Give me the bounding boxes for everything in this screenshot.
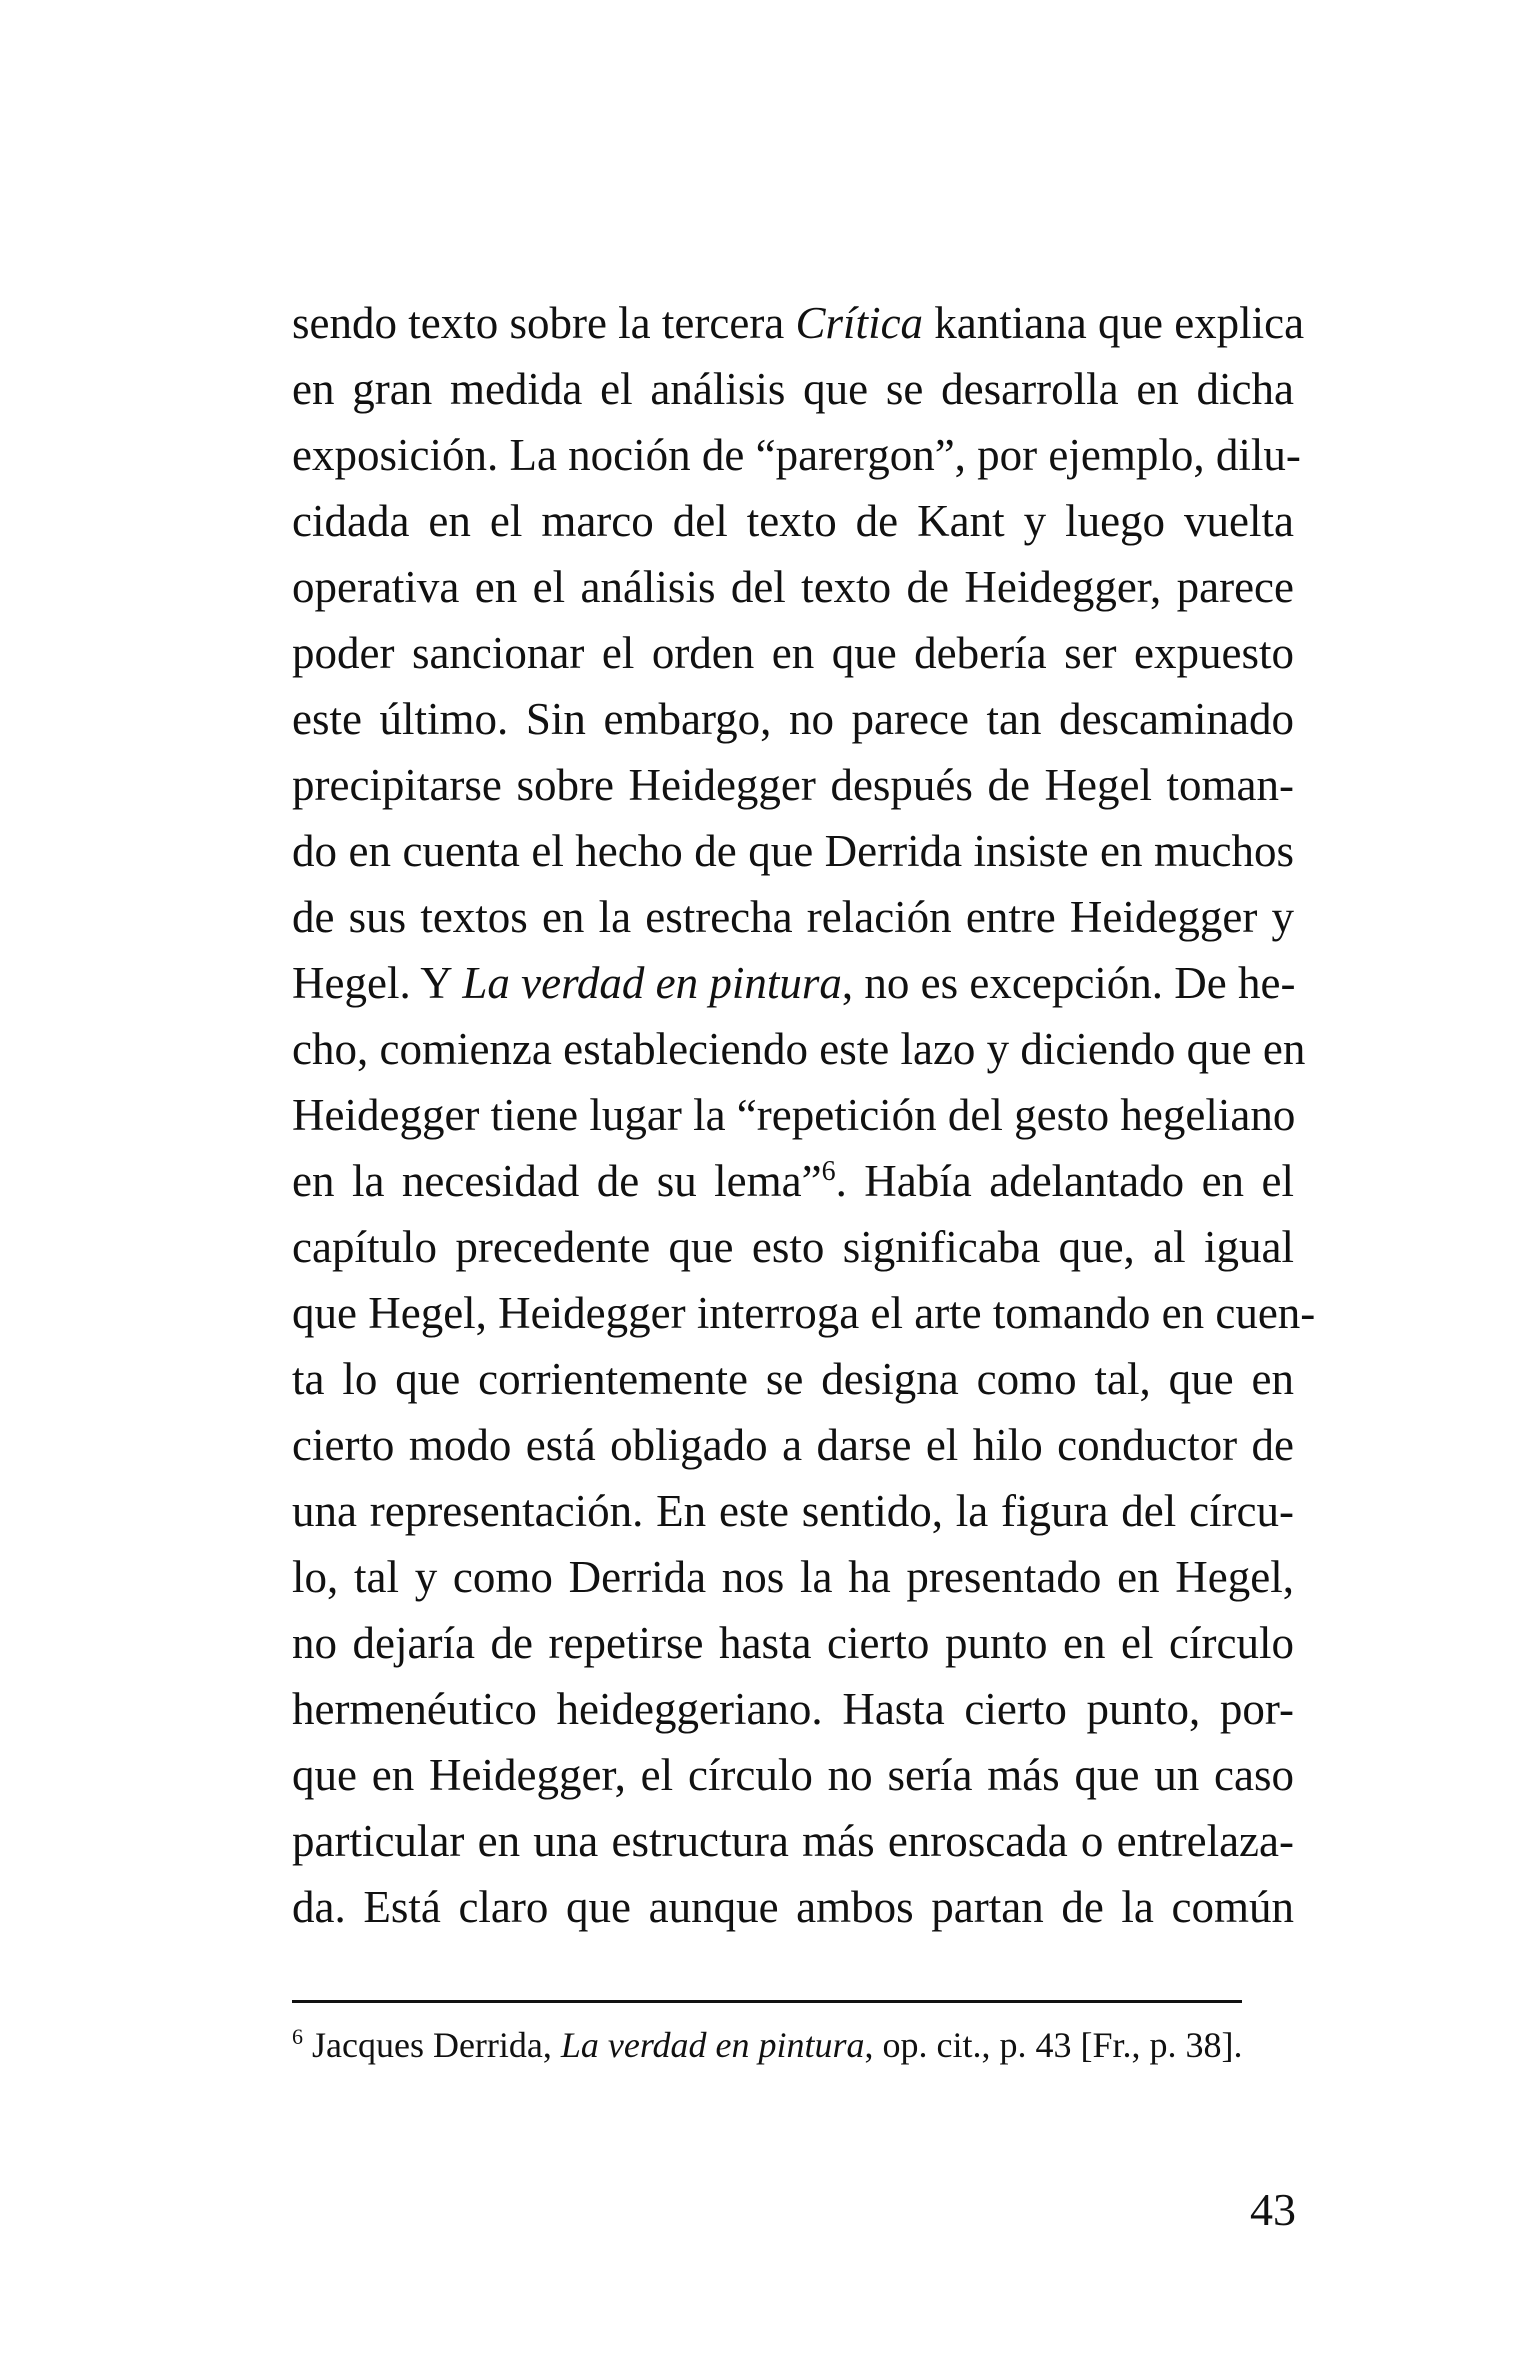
page-number: 43 [1250, 2184, 1296, 2235]
text-line: que Hegel, Heidegger interroga el arte tomando en cuen- [292, 1288, 1316, 1338]
text-line: este último. Sin embargo, no parece tan descaminado [292, 694, 1294, 744]
text-line: ta lo que corrientemente se designa como tal, que en [292, 1354, 1294, 1404]
footnote: $^6$ Jacques Derrida, La verdad en pintura, op. cit., p. 43 [Fr., p. 38]. [292, 2024, 1243, 2065]
italic-title: La verdad en pintura [462, 958, 842, 1008]
text-line: en la necesidad de su lema”$^6$. Había adelantado en el [292, 1156, 1294, 1206]
text-line: sendo texto sobre la tercera Crítica kantiana que explica [292, 298, 1305, 348]
text-line: cho, comienza estableciendo este lazo y diciendo que en [292, 1024, 1306, 1074]
text-line: da. Está claro que aunque ambos partan de la común [292, 1882, 1294, 1932]
text-line: no dejaría de repetirse hasta cierto punto en el círculo [292, 1618, 1294, 1668]
italic-title: La verdad en pintura [560, 2025, 865, 2065]
text-line: lo, tal y como Derrida nos la ha presentado en Hegel, [292, 1552, 1294, 1602]
text-line: poder sancionar el orden en que debería ser expuesto [292, 628, 1294, 678]
text-line: capítulo precedente que esto significaba que, al igual [292, 1222, 1294, 1272]
italic-title: Crítica [795, 298, 924, 348]
footnote-number: 6 [292, 2024, 303, 2049]
body-text [292, 290, 1316, 1940]
text-line: que en Heidegger, el círculo no sería más que un caso [292, 1750, 1294, 1800]
footnote-divider [292, 2000, 1242, 2003]
text-line: en gran medida el análisis que se desarrolla en dicha [292, 364, 1294, 414]
text-line: cierto modo está obligado a darse el hilo conductor de [292, 1420, 1294, 1470]
text-line: operativa en el análisis del texto de Heidegger, parece [292, 562, 1294, 612]
text-line: hermenéutico heideggeriano. Hasta cierto punto, por- [292, 1684, 1294, 1734]
text-line: exposición. La noción de “parergon”, por ejemplo, dilu- [292, 430, 1301, 480]
text-line: do en cuenta el hecho de que Derrida insiste en muchos [292, 826, 1294, 876]
text-line: particular en una estructura más enroscada o entrelaza- [292, 1816, 1294, 1866]
text-line: de sus textos en la estrecha relación entre Heidegger y [292, 892, 1294, 942]
text-line: cidada en el marco del texto de Kant y luego vuelta [292, 496, 1294, 546]
text-line: una representación. En este sentido, la figura del círcu- [292, 1486, 1294, 1536]
text-line: Hegel. Y La verdad en pintura, no es excepción. De he- [292, 958, 1296, 1008]
text-line: precipitarse sobre Heidegger después de Hegel toman- [292, 760, 1294, 810]
footnote-reference[interactable]: 6 [821, 1156, 836, 1187]
text-line: Heidegger tiene lugar la “repetición del gesto hegeliano [292, 1090, 1296, 1140]
